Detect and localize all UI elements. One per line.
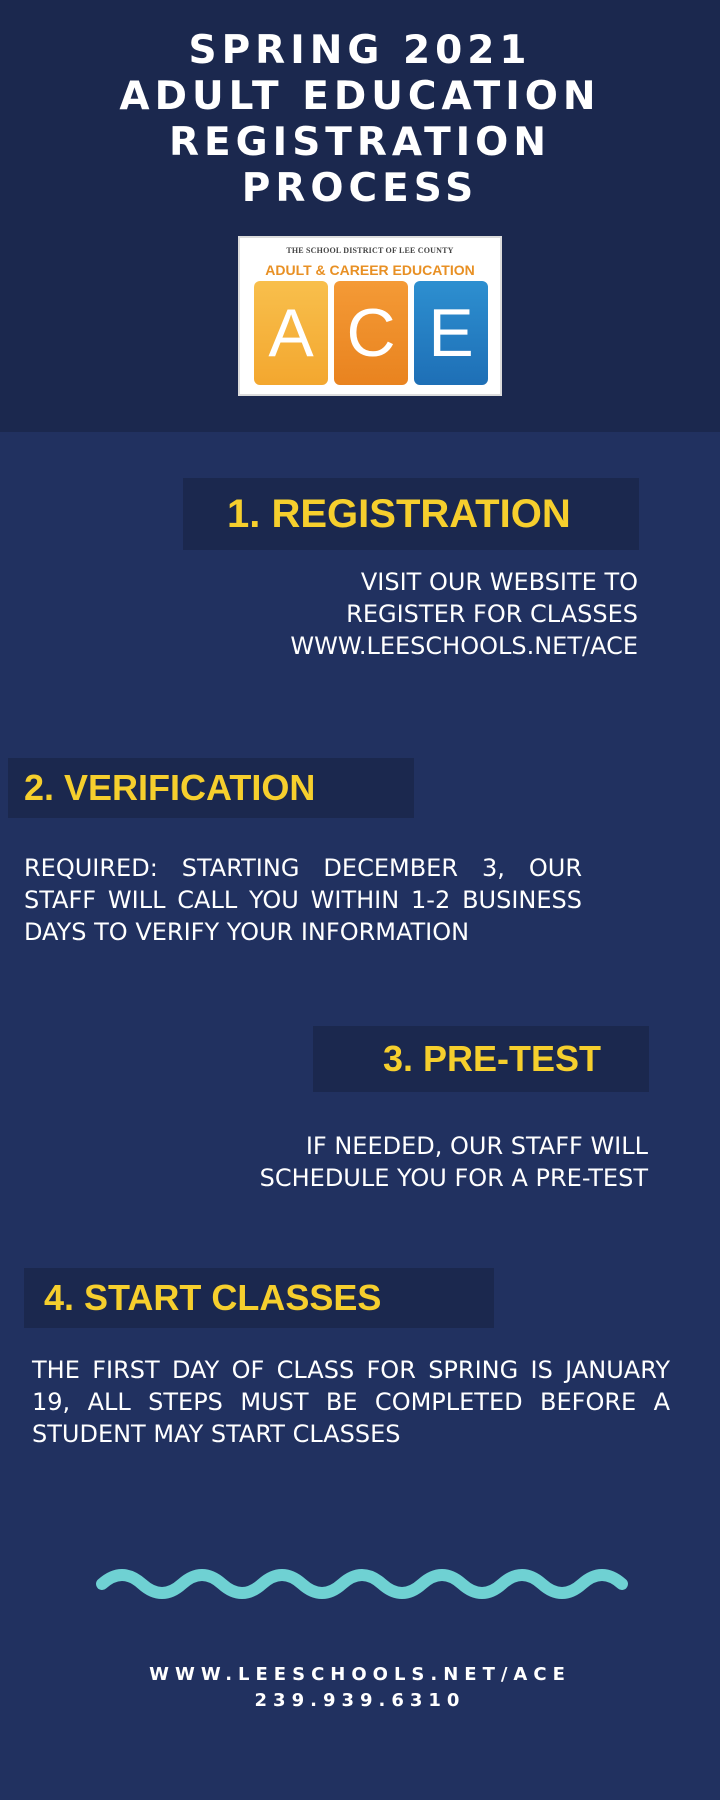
- step-4-text: THE FIRST DAY OF CLASS FOR SPRING IS JANUARY 19, ALL STEPS MUST BE COMPLETED BEFORE A STUDENT MAY START CLASSES: [32, 1356, 670, 1448]
- footer-website: WWW.LEESCHOOLS.NET/ACE: [149, 1664, 571, 1685]
- wave-divider: [96, 1560, 634, 1608]
- step-3-line: SCHEDULE YOU FOR A PRE-TEST: [259, 1164, 648, 1192]
- logo-tile-a: A: [254, 281, 328, 385]
- title-line: SPRING 2021: [188, 28, 532, 73]
- wave-line: [102, 1575, 622, 1593]
- title-line: REGISTRATION: [169, 120, 551, 165]
- ace-logo: [238, 236, 502, 396]
- title-line: ADULT EDUCATION: [119, 74, 601, 119]
- footer-phone: 239.939.6310: [254, 1690, 466, 1711]
- header-band: [0, 0, 720, 432]
- step-2-heading: 2. VERIFICATION: [8, 758, 414, 818]
- step-1-line: REGISTER FOR CLASSES: [346, 600, 638, 628]
- step-3-text: [170, 1130, 648, 1194]
- footer-contact: [0, 1662, 720, 1714]
- logo-program-text: ADULT & CAREER EDUCATION: [265, 262, 475, 278]
- page-title: [0, 28, 720, 212]
- step-1-text: [200, 566, 638, 662]
- step-3-line: IF NEEDED, OUR STAFF WILL: [305, 1132, 648, 1160]
- step-3-heading: 3. PRE-TEST: [313, 1026, 649, 1092]
- step-4-heading: 4. START CLASSES: [24, 1268, 494, 1328]
- step-1-heading: 1. REGISTRATION: [183, 478, 639, 550]
- step-2-text: REQUIRED: STARTING DECEMBER 3, OUR STAFF WILL CALL YOU WITHIN 1-2 BUSINESS DAYS TO VERIFY YOUR INFORMATION: [24, 854, 582, 946]
- step-1-website: WWW.LEESCHOOLS.NET/ACE: [290, 632, 638, 660]
- logo-tile-e: E: [414, 281, 488, 385]
- step-1-line: VISIT OUR WEBSITE TO: [360, 568, 638, 596]
- logo-tile-c: C: [334, 281, 408, 385]
- logo-letter-tiles: [254, 281, 490, 385]
- title-line: PROCESS: [241, 166, 479, 211]
- logo-district-text: THE SCHOOL DISTRICT OF LEE COUNTY: [286, 246, 454, 255]
